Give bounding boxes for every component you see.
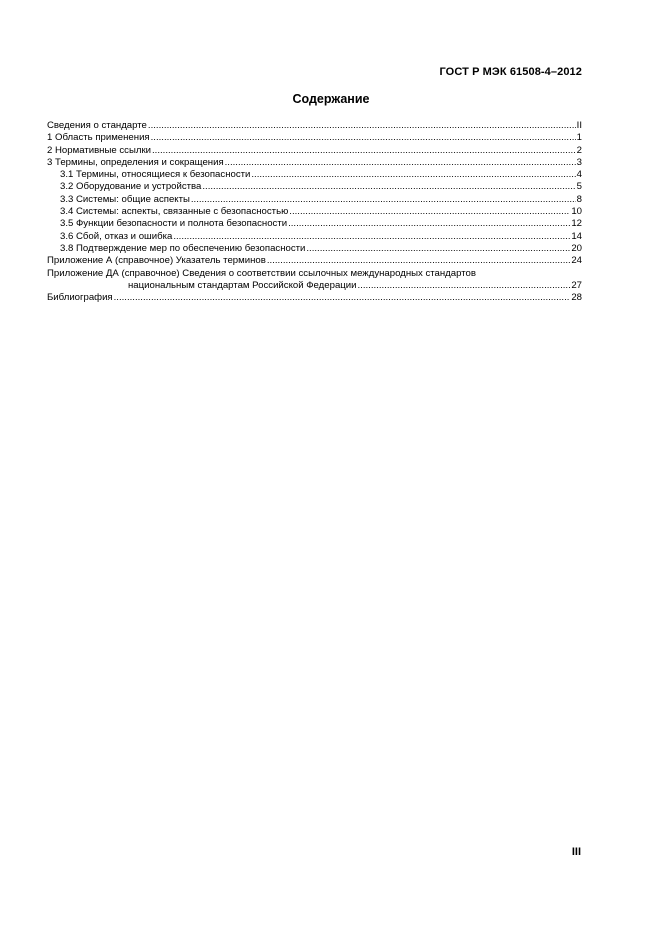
toc-leader-dots xyxy=(267,255,570,267)
toc-entry-3-5[interactable] xyxy=(47,218,582,230)
toc-leader-dots xyxy=(289,206,570,218)
toc-page-number: II xyxy=(576,120,582,131)
toc-leader-dots xyxy=(251,169,575,181)
toc-leader-dots xyxy=(306,243,570,255)
toc-entry-label: 3.4 Системы: аспекты, связанные с безопасностью xyxy=(60,206,289,218)
toc-entry-3-8[interactable] xyxy=(47,243,582,255)
toc-page-number: 24 xyxy=(571,255,582,267)
toc-entry-label: 2 Нормативные ссылки xyxy=(47,144,152,156)
toc-leader-dots xyxy=(225,157,576,169)
toc-page-number: 10 xyxy=(571,206,582,218)
toc-page-number: 3 xyxy=(576,156,582,168)
toc-page-number: 8 xyxy=(576,193,582,205)
toc-entry-3-3[interactable] xyxy=(47,194,582,206)
toc-leader-dots xyxy=(191,194,576,206)
toc-entry-label: 3.3 Системы: общие аспекты xyxy=(60,193,190,205)
toc-page-number: 27 xyxy=(571,279,582,291)
toc-entry-3-4[interactable] xyxy=(47,206,582,218)
toc-entry-3-1[interactable] xyxy=(47,169,582,181)
toc-page-number: 12 xyxy=(571,218,582,230)
toc-entry-3-6[interactable] xyxy=(47,231,582,243)
toc-entry-continuation: национальным стандартам Российской Федерации xyxy=(128,279,357,291)
table-of-contents xyxy=(47,120,582,304)
toc-leader-dots xyxy=(288,218,570,230)
toc-leader-dots xyxy=(173,231,570,243)
toc-entry-label: 3.6 Сбой, отказ и ошибка xyxy=(60,230,173,242)
toc-leader-dots xyxy=(358,280,571,292)
toc-entry-label: Библиография xyxy=(47,292,113,304)
toc-page-number: 4 xyxy=(576,169,582,181)
toc-title: Содержание xyxy=(292,92,370,106)
toc-entry-normative-references[interactable] xyxy=(47,145,582,157)
toc-entry-3-2[interactable] xyxy=(47,181,582,193)
toc-entry-label: 3.8 Подтверждение мер по обеспечению безопасности xyxy=(60,242,306,254)
toc-entry-appendix-da[interactable] xyxy=(47,268,582,293)
toc-entry-label: Приложение А (справочное) Указатель терминов xyxy=(47,255,266,267)
document-header: ГОСТ Р МЭК 61508-4–2012 xyxy=(439,66,582,78)
page-number: III xyxy=(571,846,581,858)
toc-page-number: 20 xyxy=(571,242,582,254)
toc-entry-bibliography[interactable] xyxy=(47,292,582,304)
toc-entry-label: 3.1 Термины, относящиеся к безопасности xyxy=(60,169,251,181)
toc-entry-label: 3.5 Функции безопасности и полнота безопасности xyxy=(60,218,288,230)
toc-entry-label: 3.2 Оборудование и устройства xyxy=(60,181,202,193)
toc-leader-dots xyxy=(202,181,575,193)
toc-page-number: 2 xyxy=(576,144,582,156)
toc-page-number: 28 xyxy=(571,292,582,304)
toc-leader-dots xyxy=(151,132,576,144)
toc-page-number: 14 xyxy=(571,230,582,242)
toc-entry-standard-info[interactable] xyxy=(47,120,582,132)
toc-leader-dots xyxy=(114,292,571,304)
toc-entry-appendix-a[interactable] xyxy=(47,255,582,267)
toc-entry-scope[interactable] xyxy=(47,132,582,144)
toc-page-number: 1 xyxy=(576,132,582,144)
toc-leader-dots xyxy=(148,120,576,132)
toc-leader-dots xyxy=(152,145,576,157)
toc-entry-label: Приложение ДА (справочное) Сведения о соответствии ссылочных международных стандартов xyxy=(47,267,476,279)
toc-page-number: 5 xyxy=(576,181,582,193)
toc-entry-terms[interactable] xyxy=(47,157,582,169)
toc-entry-label: 3 Термины, определения и сокращения xyxy=(47,156,224,168)
toc-entry-label: Сведения о стандарте xyxy=(47,120,147,131)
toc-entry-label: 1 Область применения xyxy=(47,132,150,144)
